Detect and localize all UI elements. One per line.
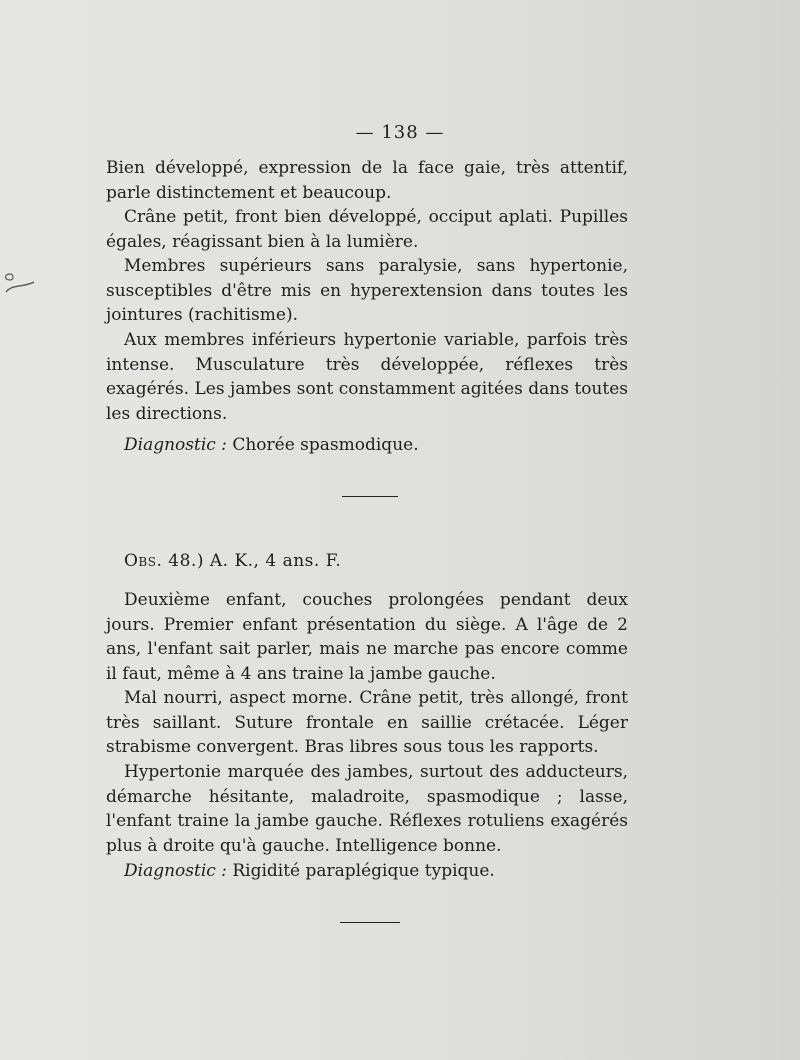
observation-heading [124,551,341,571]
paragraph-development: Bien développé, expression de la face gaie, très attentif, parle distinctement et beaucoup. [106,158,628,203]
paragraph-appearance: Mal nourri, aspect morne. Crâne petit, très allongé, front très saillant. Suture frontale en saillie crétacée. Léger strabisme convergent. Bras libres sous tous les rapports. [106,688,628,758]
paragraph-hypertonia: Hypertonie marquée des jambes, surtout des adducteurs, démarche hésitante, maladroite, spasmodique ; lasse, l'enfant traine la jambe gauche. Réflexes rotuliens exagérés plus à droite qu'à gauche. Intelligence bonne. [106,762,628,856]
diagnostic-line-2 [106,859,628,884]
margin-pencil-mark [2,268,36,298]
paragraph-upper-limbs: Membres supérieurs sans paralysie, sans hypertonie, susceptibles d'être mis en hyperextension dans toutes les jointures (rachitisme). [106,256,628,326]
page-number: — 138 — [355,122,445,143]
observation-title: 48.) A. K., 4 ans. F. [168,551,342,571]
diagnostic-label: Diagnostic : [124,861,227,881]
end-divider [340,922,400,923]
observation-prefix: Obs. [124,551,163,571]
diagnostic-text: Rigidité paraplégique typique. [232,861,495,881]
paragraph-lower-limbs: Aux membres inférieurs hypertonie variable, parfois très intense. Musculature très développée, réflexes très exagérés. Les jambes sont constamment agitées dans toutes les directions. [106,330,628,424]
diagnostic-text: Chorée spasmodique. [232,435,419,455]
diagnostic-label: Diagnostic : [124,435,227,455]
paragraph-birth-history: Deuxième enfant, couches prolongées pendant deux jours. Premier enfant présentation du siège. A l'âge de 2 ans, l'enfant sait parler, mais ne marche pas encore comme il faut, même à 4 ans traine la jambe gauche. [106,590,628,684]
diagnostic-line-1 [106,433,628,458]
paragraph-skull: Crâne petit, front bien développé, occiput aplati. Pupilles égales, réagissant bien à la lumière. [106,207,628,252]
section-divider [342,496,398,497]
